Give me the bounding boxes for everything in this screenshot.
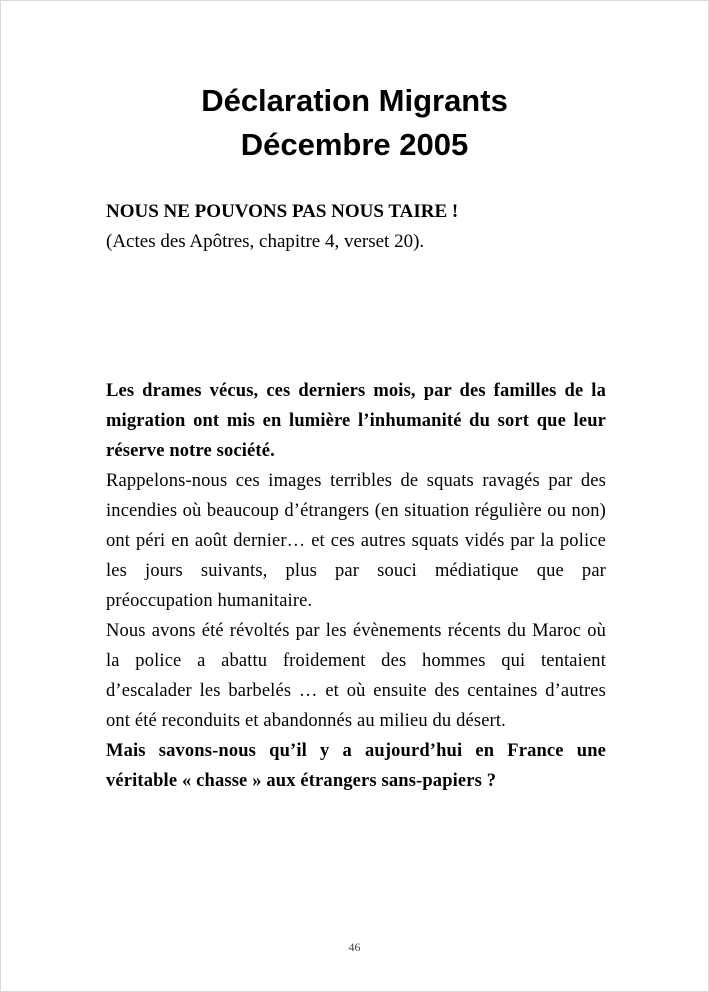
paragraph-squats: Rappelons-nous ces images terribles de squats ravagés par des incendies où beaucoup d’étrangers (en situation régulière ou non) ont péri en août dernier… et ces autres squats vidés par la police les jours suivants, plus par souci médiatique que par préoccupation humanitaire. <box>106 471 606 611</box>
body-text <box>106 376 606 796</box>
page-number: 46 <box>348 940 361 954</box>
page-title <box>41 79 668 167</box>
title-line-1: Déclaration Migrants <box>201 83 508 118</box>
paragraph-chasse: Mais savons-nous qu’il y a aujourd’hui en France une véritable « chasse » aux étrangers sans-papiers ? <box>106 741 606 791</box>
epigraph-heading: NOUS NE POUVONS PAS NOUS TAIRE ! <box>106 201 459 222</box>
epigraph-reference: (Actes des Apôtres, chapitre 4, verset 20). <box>106 231 425 252</box>
title-line-2: Décembre 2005 <box>240 127 469 162</box>
paragraph-maroc: Nous avons été révoltés par les évènements récents du Maroc où la police a abattu froidement des hommes qui tentaient d’escalader les barbelés … et où ensuite des centaines d’autres ont été reconduits et abandonnés au milieu du désert. <box>106 621 606 731</box>
paragraph-drames: Les drames vécus, ces derniers mois, par des familles de la migration ont mis en lumière l’inhumanité du sort que leur réserve notre société. <box>106 381 606 461</box>
